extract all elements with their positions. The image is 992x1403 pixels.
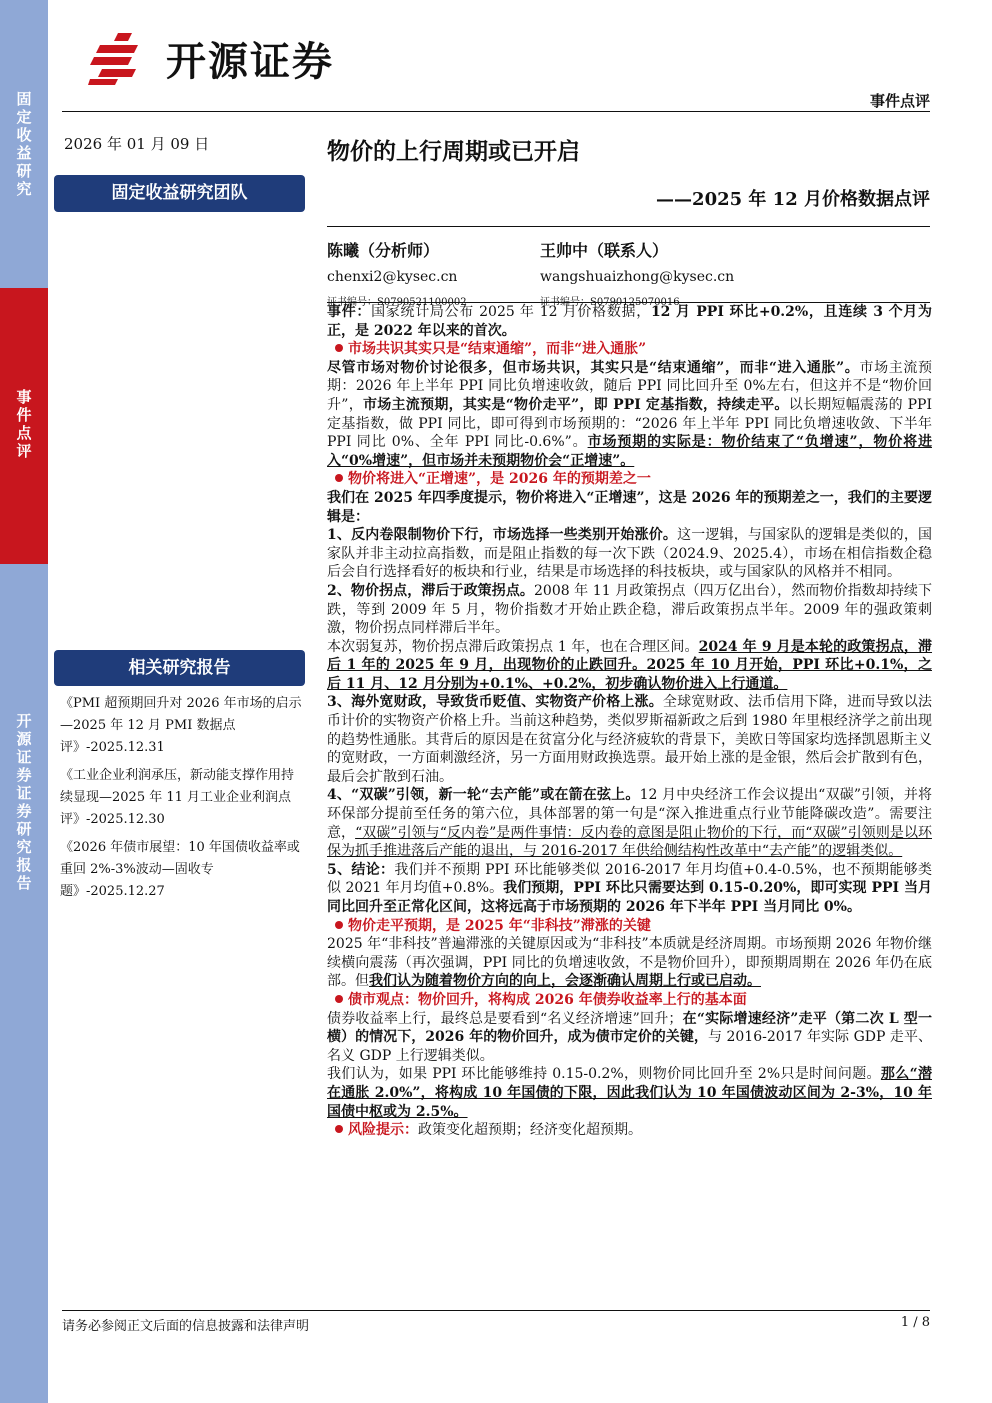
- related-reports-banner: 相关研究报告: [54, 650, 305, 686]
- analyst-name: 王帅中（联系人）: [540, 241, 669, 260]
- doc-type: 事件点评: [869, 92, 930, 110]
- sidebar-category: 固定收益研究: [16, 90, 32, 198]
- page-title: 物价的上行周期或已开启: [327, 138, 580, 165]
- brand-logo: [88, 30, 334, 87]
- section-heading: 债市观点：物价回升，将构成 2026 年债券收益率上行的基本面: [327, 991, 932, 1010]
- paragraph: 2025 年“非科技”普遍滞涨的关键原因或为“非科技”本质就是经济周期。市场预期 2026 年物价继续横向震荡（再次强调，PPI 同比的负增速收敛，不是物价回升），即预期周期在 2026 年仍在底部。但我们认为随着物价方向的向上，会逐渐确认周期上行或已启动。: [327, 936, 932, 990]
- paragraph: 3、海外宽财政，导致货币贬值、实物资产价格上涨。全球宽财政、法币信用下降，进而导致以法币计价的实物资产价格上升。当前这种趋势，类似罗斯福新政之后到 1980 年里根经济学之前出现的趋势性通胀。其背后的原因是在贫富分化与经济疲软的背景下，美欧日等国家均选择凯恩斯主义的宽财政，一方面刺激经济，另一方面用财政换选票。最开始上涨的是金银，然后会扩散到有色，最后会扩散到石油。: [327, 694, 932, 785]
- logo-mark-icon: [88, 31, 160, 87]
- paragraph: 尽管市场对物价讨论很多，但市场共识，其实只是“结束通缩”，而非“进入通胀”。市场主流预期：2026 年上半年 PPI 同比负增速收敛，随后 PPI 同比回升至 0%左右，但这并不是“物价回升”，市场主流预期，其实是“物价走平”，即 PPI 定基指数，持续走平。以长期短幅震荡的 PPI 定基指数，做 PPI 同比，即可得到市场预期的：“2026 年上半年 PPI 同比负增速收敛、下半年 PPI 同比 0%、全年 PPI 同比-0.6%”。市场预期的实际是：物价结束了“负增速”，物价将进入“0%增速”，但市场并未预期物价会“正增速”。: [327, 359, 933, 469]
- team-banner: 固定收益研究团队: [54, 175, 305, 212]
- bullet-icon: [335, 995, 343, 1003]
- section-heading: 物价将进入“正增速”，是 2026 年的预期差之一: [327, 470, 932, 489]
- event-paragraph: 事件：国家统计局公布 2025 年 12 月价格数据，12 月 PPI 环比+0.2%，且连续 3 个月为正，是 2022 年以来的首次。: [327, 304, 933, 339]
- paragraph: 1、反内卷限制物价下行，市场选择一些类别开始涨价。这一逻辑，与国家队的逻辑是类似的，国家队并非主动拉高指数，而是阻止指数的每一次下跌（2024.9、2025.4），市场在相信指数企稳后会自行选择看好的板块和行业，结果是市场选择的科技板块，或与国家队的风格并不相同。: [327, 527, 932, 581]
- paragraph: 2、物价拐点，滞后于政策拐点。2008 年 11 月政策拐点（四万亿出台），然而物价指数却持续下跌，等到 2009 年 5 月，物价指数才开始止跌企稳，滞后政策拐点半年。2009 年的强政策刺激，物价拐点同样滞后半年。: [327, 582, 932, 637]
- related-report-link[interactable]: 《PMI 超预期回升对 2026 年市场的启示—2025 年 12 月 PMI 数据点评》-2025.12.31: [60, 696, 302, 755]
- analyst-cert: 证书编号：S0790521100002: [327, 297, 467, 308]
- risk-warning: 风险提示：政策变化超预期；经济变化超预期。: [327, 1121, 932, 1140]
- bullet-icon: [335, 1125, 343, 1133]
- section-heading: 市场共识其实只是“结束通缩”，而非“进入通胀”: [327, 340, 932, 359]
- header-divider: [62, 111, 930, 112]
- paragraph: 我们认为，如果 PPI 环比能够维持 0.15-0.2%，则物价同比回升至 2%只是时间问题。那么“潜在通胀 2.0%”，将构成 10 年国债的下限，因此我们认为 10 年国债波动区间为 2-3%，10 年国债中枢或为 2.5%。: [327, 1066, 932, 1120]
- analyst-name: 陈曦（分析师）: [327, 241, 440, 260]
- footer-divider: [62, 1310, 930, 1311]
- analyst-email[interactable]: chenxi2@kysec.cn: [327, 269, 458, 285]
- related-report-link[interactable]: 《工业企业利润承压，新动能支撑作用持续显现—2025 年 11 月工业企业利润点评》-2025.12.30: [60, 768, 295, 827]
- related-report-link[interactable]: 《2026 年债市展望：10 年国债收益率或重回 2%-3%波动—固收专题》-2025.12.27: [60, 840, 300, 899]
- paragraph: 债券收益率上行，最终总是要看到“名义经济增速”回升；在“实际增速经济”走平（第二次 L 型一横）的情况下，2026 年的物价回升，成为债市定价的关键，与 2016-2017 年实际 GDP 走平、名义 GDP 上行逻辑类似。: [327, 1010, 932, 1064]
- footer-disclaimer: 请务必参阅正文后面的信息披露和法律声明: [62, 1319, 310, 1334]
- title-divider: [327, 226, 930, 227]
- report-date: 2026 年 01 月 09 日: [64, 135, 210, 153]
- sidebar-report-type: 事件点评: [0, 288, 48, 564]
- paragraph: 本次弱复苏，物价拐点滞后政策拐点 1 年，也在合理区间。2024 年 9 月是本轮的政策拐点，滞后 1 年的 2025 年 9 月，出现物价的止跌回升。2025 年 10 月开始，PPI 环比+0.1%，之后 11 月、12 月分别为+0.1%、+0.2%，初步确认物价进入上行通道。: [327, 638, 933, 692]
- bullet-icon: [335, 921, 343, 929]
- bullet-icon: [335, 344, 343, 352]
- related-reports-list: [60, 693, 306, 909]
- analyst-card: [327, 238, 467, 308]
- paragraph: 4、“双碳”引领，新一轮“去产能”或在箭在弦上。12 月中央经济工作会议提出“双碳”引领，并将环保部分提前至任务的第六位，具体部署的第一句是“深入推进重点行业节能降碳改造”。需要注意，“双碳”引领与“反内卷”是两件事情：反内卷的意图是阻止物价的下行，而“双碳”引领则是以环保为抓手推进落后产能的退出，与 2016-2017 年供给侧结构性改革中“去产能”的逻辑类似。: [327, 787, 933, 860]
- paragraph: 5、结论：我们并不预期 PPI 环比能够类似 2016-2017 年月均值+0.4-0.5%，也不预期能够类似 2021 年月均值+0.8%。我们预期，PPI 环比只需要达到 0.15-0.20%，即可实现 PPI 当月同比回升至正常化区间，这将远高于市场预期的 2026 年下半年 PPI 当月同比 0%。: [327, 861, 933, 915]
- analyst-cert: 证书编号：S0790125070016: [540, 297, 680, 308]
- brand-name: 开源证券: [166, 39, 334, 85]
- paragraph: 我们在 2025 年四季度提示，物价将进入“正增速”，这是 2026 年的预期差之一，我们的主要逻辑是：: [327, 489, 932, 525]
- bullet-icon: [335, 474, 343, 482]
- analyst-card: [540, 238, 734, 308]
- page-number: 1 / 8: [900, 1315, 930, 1330]
- page-subtitle: ——2025 年 12 月价格数据点评: [656, 189, 930, 210]
- report-body: [327, 303, 932, 1140]
- analyst-email[interactable]: wangshuaizhong@kysec.cn: [540, 269, 735, 285]
- section-heading: 物价走平预期，是 2025 年“非科技”滞涨的关键: [327, 917, 932, 936]
- sidebar-brand: 开源证券 证券研究报告: [16, 712, 32, 892]
- left-sidebar: [0, 0, 48, 1403]
